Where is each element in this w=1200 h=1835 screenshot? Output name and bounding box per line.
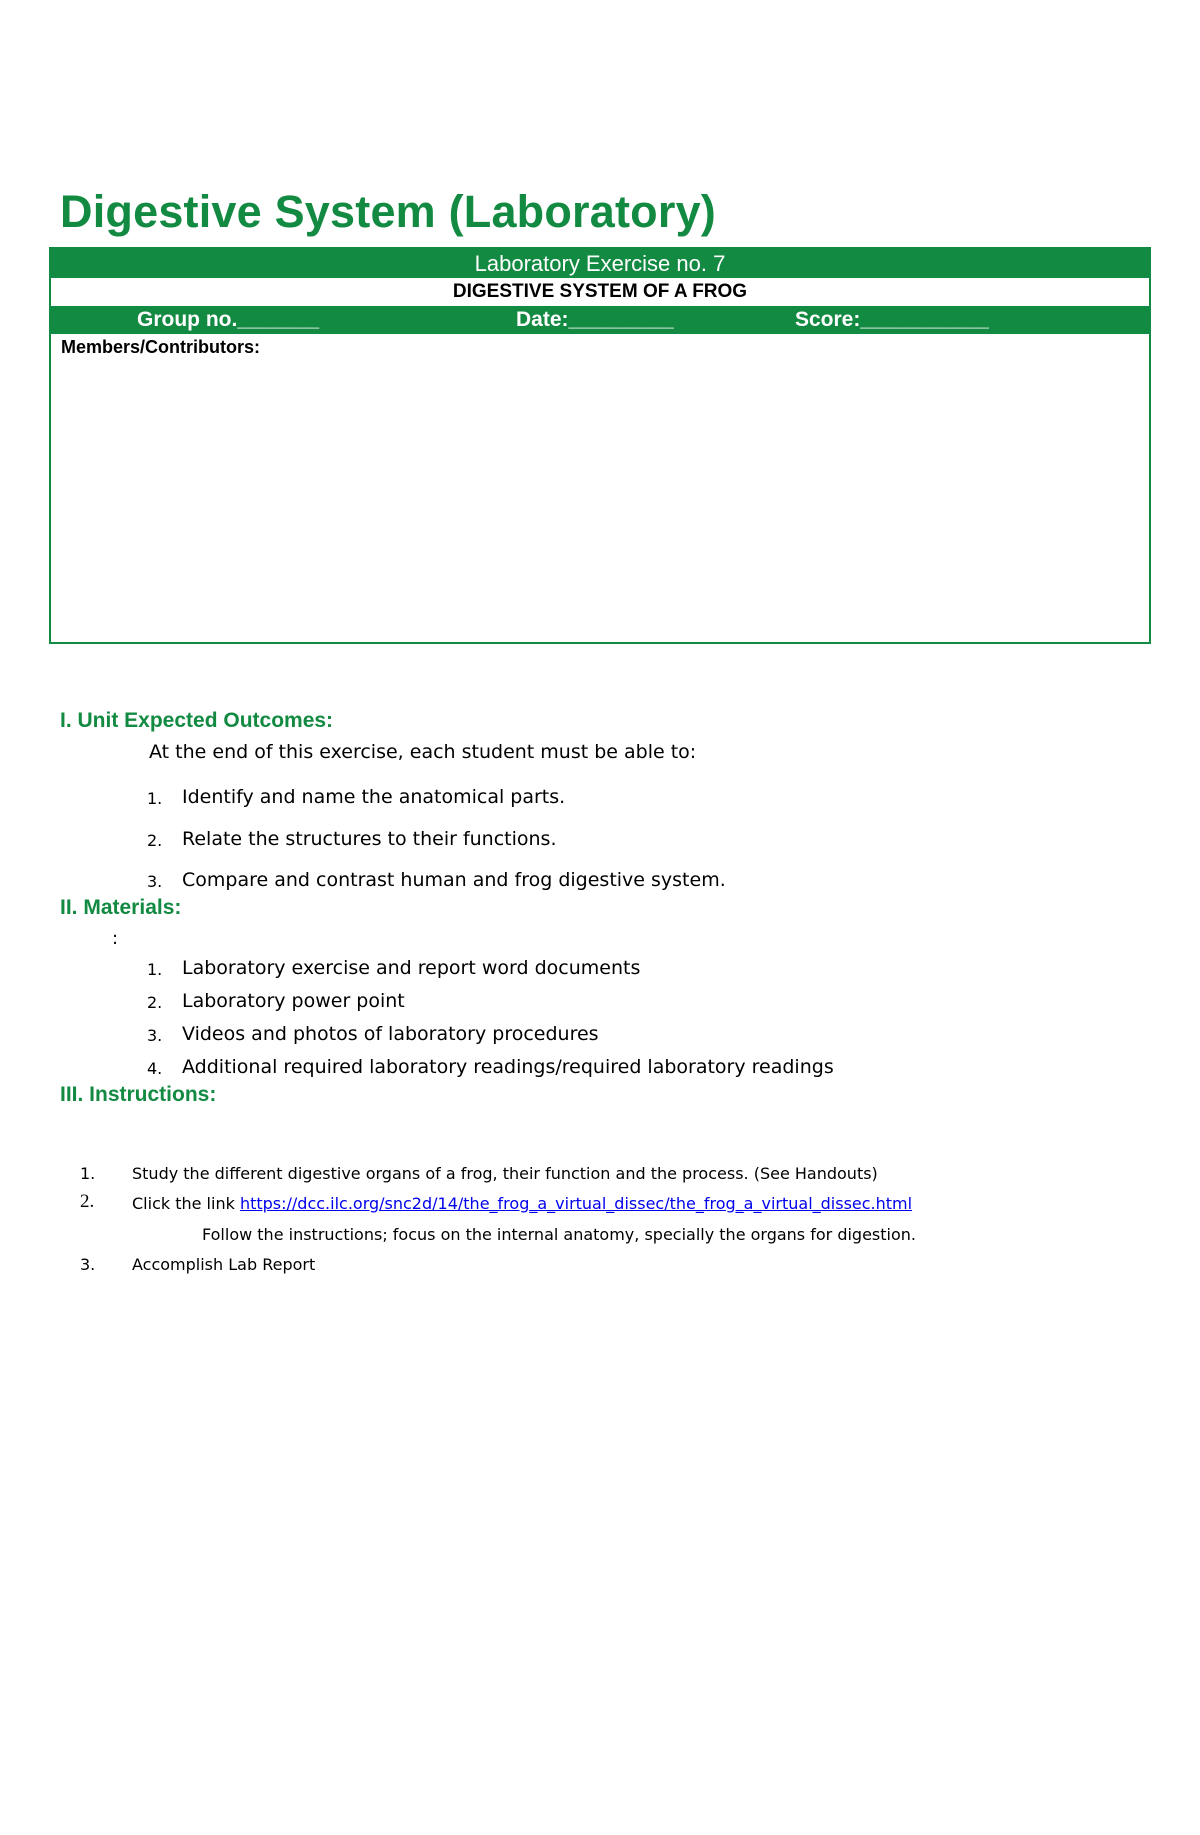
score-field[interactable]: Score:___________ (795, 308, 989, 331)
materials-heading: II. Materials: (60, 896, 182, 919)
list-number: 4. (147, 1059, 163, 1078)
list-number: 2. (147, 993, 163, 1012)
list-text: Videos and photos of laboratory procedures (182, 1023, 599, 1045)
list-text: Compare and contrast human and frog digestive system. (182, 869, 726, 891)
members-contributors-label: Members/Contributors: (61, 337, 261, 357)
list-text (132, 1194, 912, 1213)
list-number: 3. (80, 1255, 96, 1274)
link-prefix: Click the link (132, 1194, 240, 1213)
exercise-number-band: Laboratory Exercise no. 7 (51, 249, 1149, 278)
lab-header-box (49, 247, 1151, 644)
list-number: 1. (147, 789, 163, 808)
date-field[interactable]: Date:_________ (516, 308, 674, 331)
page-title: Digestive System (Laboratory) (60, 186, 716, 237)
list-number: 2. (80, 1191, 95, 1212)
list-text: Relate the structures to their functions. (182, 828, 557, 850)
list-number: 2. (147, 831, 163, 850)
follow-instructions-text: Follow the instructions; focus on the internal anatomy, specially the organs for digestion. (202, 1225, 916, 1244)
list-text: Additional required laboratory readings/required laboratory readings (182, 1056, 834, 1078)
list-number: 1. (147, 960, 163, 979)
list-number: 3. (147, 1026, 163, 1045)
list-text: Laboratory exercise and report word documents (182, 957, 641, 979)
list-number: 1. (80, 1164, 96, 1183)
list-number: 3. (147, 872, 163, 891)
group-number-field[interactable]: Group no._______ (137, 308, 320, 331)
outcomes-intro: At the end of this exercise, each student must be able to: (149, 741, 697, 763)
instructions-heading: III. Instructions: (60, 1083, 217, 1106)
list-text: Laboratory power point (182, 990, 405, 1012)
group-date-score-band (51, 306, 1149, 334)
materials-colon: : (112, 928, 119, 949)
virtual-dissection-link[interactable]: https://dcc.ilc.org/snc2d/14/the_frog_a_virtual_dissec/the_frog_a_virtual_dissec.html (239, 1194, 913, 1213)
list-text: Identify and name the anatomical parts. (182, 786, 566, 808)
exercise-subtitle: DIGESTIVE SYSTEM OF A FROG (452, 281, 748, 302)
list-text: Accomplish Lab Report (132, 1255, 316, 1274)
outcomes-heading: I. Unit Expected Outcomes: (60, 709, 334, 732)
list-text: Study the different digestive organs of a frog, their function and the process. (See Handouts) (132, 1164, 878, 1183)
